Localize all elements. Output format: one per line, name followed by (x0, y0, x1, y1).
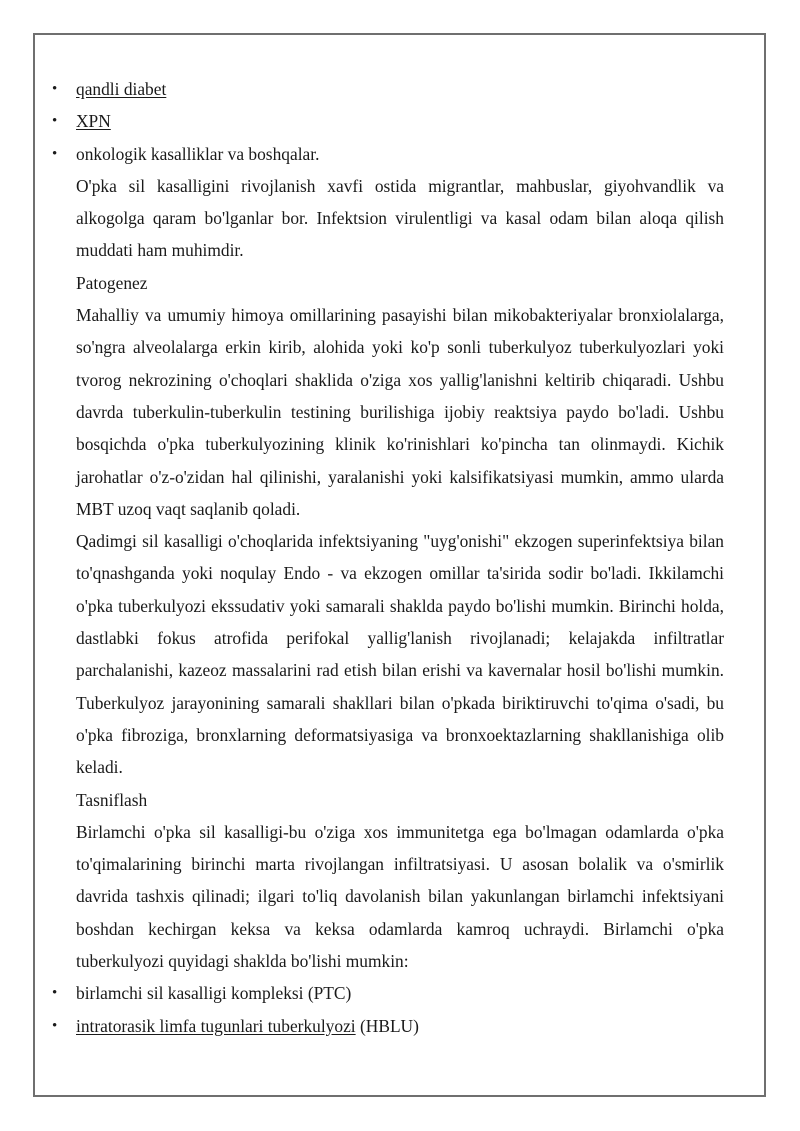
list-item-xpn (52, 105, 724, 137)
link-xpn[interactable]: XPN (76, 111, 111, 132)
bullet-icon: • (52, 985, 58, 1002)
list-item-text: birlamchi sil kasalligi kompleksi (PTC) (76, 983, 352, 1004)
bullet-icon: • (52, 145, 58, 162)
bullet-icon: • (52, 1017, 58, 1034)
list-item-suffix: (HBLU) (355, 1015, 419, 1036)
list-item-hblu (52, 1010, 724, 1042)
bullet-icon: • (52, 81, 58, 97)
document-body (52, 73, 724, 1042)
link-lymph-node-tuberculosis[interactable]: intratorasik limfa tugunlari tuberkulyozi (76, 1015, 356, 1036)
list-item-text: onkologik kasalliklar va boshqalar. (76, 143, 320, 164)
heading-classification: Tasniflash (76, 789, 148, 810)
link-diabetes[interactable]: qandli diabet (76, 79, 167, 99)
bullet-icon: • (52, 113, 58, 130)
list-item-oncology (52, 138, 724, 170)
paragraph-pathogenesis-1: Mahalliy va umumiy himoya omillarining pasayishi bilan mikobakteriyalar bronxiolalarga, so'ngra alveolalarga erkin kirib, alohida yoki ko'p sonli tuberkulyoz tuberkulyozlari yoki tvorog nekrozining o'choqlari shaklida o'ziga xos yallig'lanishni keltirib chiqaradi. Ushbu davrda tuberkulin-tuberkulin testining burilishiga ijobiy reaktsiya paydo bo'ladi. Ushbu bosqichda o'pka tuberkulyozining klinik ko'rinishlari ko'pincha tan olinmaydi. Kichik jarohatlar o'z-o'zidan hal qilinishi, yaralanishi yoki kalsifikatsiyasi mumkin, ammo ularda MBT uzoq vaqt saqlanib qoladi. (76, 305, 724, 519)
list-item-ptc (52, 977, 724, 1009)
paragraph-classification: Birlamchi o'pka sil kasalligi-bu o'ziga xos immunitetga ega bo'lmagan odamlarda o'pka to'qimalarining birinchi marta rivojlangan infiltratsiyasi. U asosan bolalik va o'smirlik davrida tashxis qilinadi; ilgari to'liq davolanish bilan yakunlangan birlamchi infektsiyani boshdan kechirgan keksa va keksa odamlarda kamroq uchraydi. Birlamchi o'pka tuberkulyozi quyidagi shaklda bo'lishi mumkin: (76, 821, 724, 972)
paragraph-risk: O'pka sil kasalligini rivojlanish xavfi ostida migrantlar, mahbuslar, giyohvandlik va alkogolga qaram bo'lganlar bor. Infektsion virulentligi va kasal odam bilan aloqa qilish muddati ham muhimdir. (76, 175, 724, 261)
list-item-diabetes (52, 73, 724, 105)
paragraph-pathogenesis-2: Qadimgi sil kasalligi o'choqlarida infektsiyaning "uyg'onishi" ekzogen superinfektsiya bilan to'qnashganda yoki noqulay Endo - va ekzogen omillar ta'sirida sodir bo'ladi. Ikkilamchi o'pka tuberkulyozi ekssudativ yoki samarali shaklda paydo bo'lishi mumkin. Birinchi holda, dastlabki fokus atrofida perifokal yallig'lanish rivojlanadi; kelajakda infiltratlar parchalanishi, kazeoz massalarini rad etish bilan erishi va kavernalar hosil bo'lishi mumkin. Tuberkulyoz jarayonining samarali shakllari bilan o'pkada biriktiruvchi to'qima o'sadi, bu o'pka fibroziga, bronxlarning deformatsiyasiga va bronxoektazlarning shakllanishiga olib keladi. (76, 531, 724, 778)
heading-pathogenesis: Patogenez (76, 272, 148, 293)
